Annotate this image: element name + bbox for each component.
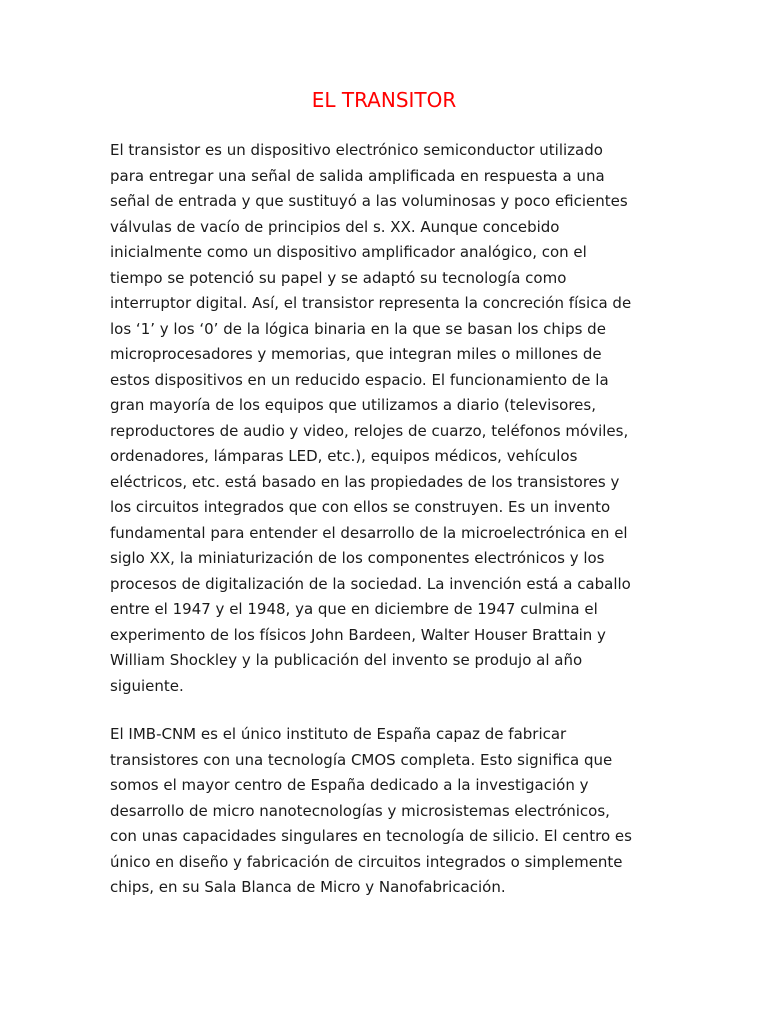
text-line: desarrollo de micro nanotecnologías y microsistemas electrónicos, <box>110 801 610 820</box>
text-line: fundamental para entender el desarrollo de la microelectrónica en el <box>110 523 628 542</box>
text-line: transistores con una tecnología CMOS completa. Esto significa que <box>110 750 613 769</box>
text-line: inicialmente como un dispositivo amplificador analógico, con el <box>110 243 587 261</box>
text-line: chips, en su Sala Blanca de Micro y Nanofabricación. <box>110 878 506 896</box>
text-line: siglo XX, la miniaturización de los componentes electrónicos y los <box>110 549 605 567</box>
text-line: para entregar una señal de salida amplificada en respuesta a una <box>110 166 605 185</box>
paragraph-2 <box>110 722 650 901</box>
text-line: tiempo se potenció su papel y se adaptó su tecnología como <box>110 268 567 287</box>
text-line: reproductores de audio y video, relojes de cuarzo, teléfonos móviles, <box>110 421 629 440</box>
text-line: procesos de digitalización de la sociedad. La invención está a caballo <box>110 574 631 593</box>
text-line: El IMB-CNM es el único instituto de España capaz de fabricar <box>110 725 567 743</box>
text-line: señal de entrada y que sustituyó a las voluminosas y poco eficientes <box>110 192 628 210</box>
text-line: eléctricos, etc. está basado en las propiedades de los transistores y <box>110 472 620 491</box>
text-line: gran mayoría de los equipos que utilizamos a diario (televisores, <box>110 396 596 414</box>
text-line: entre el 1947 y el 1948, ya que en diciembre de 1947 culmina el <box>110 600 598 618</box>
text-line: los ‘1’ y los ‘0’ de la lógica binaria en la que se basan los chips de <box>110 319 606 338</box>
paragraph-1 <box>110 138 650 699</box>
text-line: único en diseño y fabricación de circuitos integrados o simplemente <box>110 852 623 871</box>
text-line: El transistor es un dispositivo electrónico semiconductor utilizado <box>110 141 603 159</box>
text-line: microprocesadores y memorias, que integran miles o millones de <box>110 345 602 363</box>
text-line: siguiente. <box>110 676 184 695</box>
text-line: estos dispositivos en un reducido espacio. El funcionamiento de la <box>110 370 609 389</box>
text-line: válvulas de vacío de principios del s. XX. Aunque concebido <box>110 217 560 236</box>
text-line: experimento de los físicos John Bardeen, Walter Houser Brattain y <box>110 625 606 644</box>
text-line: interruptor digital. Así, el transistor representa la concreción física de <box>110 294 632 312</box>
text-line: ordenadores, lámparas LED, etc.), equipos médicos, vehículos <box>110 447 578 465</box>
text-line: los circuitos integrados que con ellos se construyen. Es un invento <box>110 498 611 516</box>
text-line: con unas capacidades singulares en tecnología de silicio. El centro es <box>110 827 632 845</box>
text-line: William Shockley y la publicación del invento se produjo al año <box>110 651 583 669</box>
text-line: somos el mayor centro de España dedicado a la investigación y <box>110 776 589 794</box>
document-title: EL TRANSITOR <box>311 88 457 112</box>
